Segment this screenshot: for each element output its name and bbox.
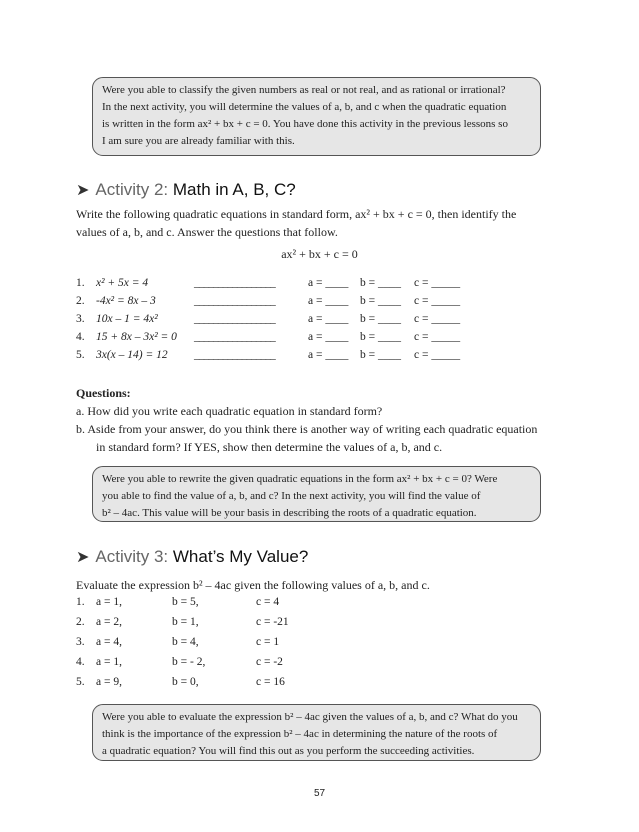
callout-line: Were you able to classify the given numbers as real or not real, and as rational or irrational? <box>102 84 506 96</box>
c-value: c = 1 <box>256 636 280 648</box>
standard-form-equation: ax² + bx + c = 0 <box>281 247 358 261</box>
a-value-blank: a = ____ <box>308 313 349 325</box>
b-value-blank: b = ____ <box>360 313 401 325</box>
equation-row <box>76 295 566 313</box>
item-number: 3. <box>76 636 85 648</box>
answer-blank: _________________ <box>194 277 275 289</box>
equation: 15 + 8x – 3x² = 0 <box>96 331 177 343</box>
arrow-icon: ➤ <box>76 549 90 566</box>
activity-3-instruction: Evaluate the expression b² – 4ac given the following values of a, b, and c. <box>76 578 430 592</box>
instruction-line: Write the following quadratic equations in standard form, ax² + bx + c = 0, then identify the <box>76 207 517 221</box>
answer-blank: _________________ <box>194 349 275 361</box>
c-value-blank: c = _____ <box>414 313 461 325</box>
b-value-blank: b = ____ <box>360 331 401 343</box>
question-b <box>76 420 537 456</box>
activity-2-instruction <box>76 205 516 241</box>
c-value-blank: c = _____ <box>414 349 461 361</box>
value-row <box>76 596 566 614</box>
c-value: c = 16 <box>256 676 285 688</box>
questions-heading: Questions: <box>76 386 131 400</box>
b-value-blank: b = ____ <box>360 277 401 289</box>
callout-line: a quadratic equation? You will find this out as you perform the succeeding activities. <box>102 745 475 757</box>
activity-3-callout-box <box>92 704 541 761</box>
answer-blank: _________________ <box>194 295 275 307</box>
equation-row <box>76 331 566 349</box>
question-a: a. How did you write each quadratic equation in standard form? <box>76 404 383 418</box>
item-number: 5. <box>76 349 85 361</box>
c-value-blank: c = _____ <box>414 331 461 343</box>
b-value-blank: b = ____ <box>360 295 401 307</box>
a-value: a = 1, <box>96 656 122 668</box>
item-number: 5. <box>76 676 85 688</box>
answer-blank: _________________ <box>194 331 275 343</box>
arrow-icon: ➤ <box>76 182 90 199</box>
activity-title: What’s My Value? <box>172 547 309 566</box>
c-value-blank: c = _____ <box>414 295 461 307</box>
activity-3-heading <box>76 547 308 567</box>
item-number: 4. <box>76 656 85 668</box>
callout-line: b² – 4ac. This value will be your basis in describing the roots of a quadratic equation. <box>102 507 477 519</box>
a-value: a = 9, <box>96 676 122 688</box>
item-number: 2. <box>76 295 85 307</box>
a-value-blank: a = ____ <box>308 331 349 343</box>
item-number: 2. <box>76 616 85 628</box>
callout-line: is written in the form ax² + bx + c = 0. You have done this activity in the previous lessons so <box>102 118 508 130</box>
equation: x² + 5x = 4 <box>96 277 149 289</box>
c-value: c = 4 <box>256 596 280 608</box>
value-row <box>76 636 566 654</box>
equation-row <box>76 349 566 367</box>
item-number: 3. <box>76 313 85 325</box>
callout-line: I am sure you are already familiar with this. <box>102 135 295 147</box>
value-row <box>76 616 566 634</box>
answer-blank: _________________ <box>194 313 275 325</box>
page-number: 57 <box>313 788 326 799</box>
equation: 3x(x – 14) = 12 <box>96 349 168 361</box>
callout-line: you able to find the value of a, b, and c? In the next activity, you will find the value of <box>102 490 481 502</box>
activity-2-heading <box>76 180 296 200</box>
intro-callout-box <box>92 77 541 156</box>
activity-2-callout-box <box>92 466 541 522</box>
item-number: 4. <box>76 331 85 343</box>
b-value: b = 1, <box>172 616 199 628</box>
b-value: b = 4, <box>172 636 199 648</box>
item-number: 1. <box>76 596 85 608</box>
c-value: c = -21 <box>256 616 289 628</box>
a-value-blank: a = ____ <box>308 349 349 361</box>
instruction-line: values of a, b, and c. Answer the questions that follow. <box>76 225 338 239</box>
equation-row <box>76 313 566 331</box>
b-value: b = - 2, <box>172 656 206 668</box>
a-value: a = 2, <box>96 616 122 628</box>
b-value-blank: b = ____ <box>360 349 401 361</box>
activity-title: Math in A, B, C? <box>172 180 296 199</box>
callout-line: Were you able to evaluate the expression b² – 4ac given the values of a, b, and c? What do you <box>102 711 518 723</box>
c-value: c = -2 <box>256 656 283 668</box>
value-row <box>76 656 566 674</box>
a-value-blank: a = ____ <box>308 295 349 307</box>
activity-label: Activity 3: <box>95 547 169 566</box>
b-value: b = 5, <box>172 596 199 608</box>
value-row <box>76 676 566 694</box>
question-b-line: in standard form? If YES, show then determine the values of a, b, and c. <box>96 440 443 454</box>
item-number: 1. <box>76 277 85 289</box>
callout-line: think is the importance of the expression b² – 4ac in determining the nature of the roots of <box>102 728 498 740</box>
equation-row <box>76 277 566 295</box>
equation: 10x – 1 = 4x² <box>96 313 158 325</box>
callout-line: In the next activity, you will determine the values of a, b, and c when the quadratic equation <box>102 101 507 113</box>
b-value: b = 0, <box>172 676 199 688</box>
question-b-line: b. Aside from your answer, do you think there is another way of writing each quadratic equation <box>76 422 538 436</box>
c-value-blank: c = _____ <box>414 277 461 289</box>
activity-label: Activity 2: <box>95 180 169 199</box>
a-value-blank: a = ____ <box>308 277 349 289</box>
a-value: a = 1, <box>96 596 122 608</box>
callout-line: Were you able to rewrite the given quadratic equations in the form ax² + bx + c = 0? Were <box>102 473 498 485</box>
equation: -4x² = 8x – 3 <box>96 295 156 307</box>
a-value: a = 4, <box>96 636 122 648</box>
